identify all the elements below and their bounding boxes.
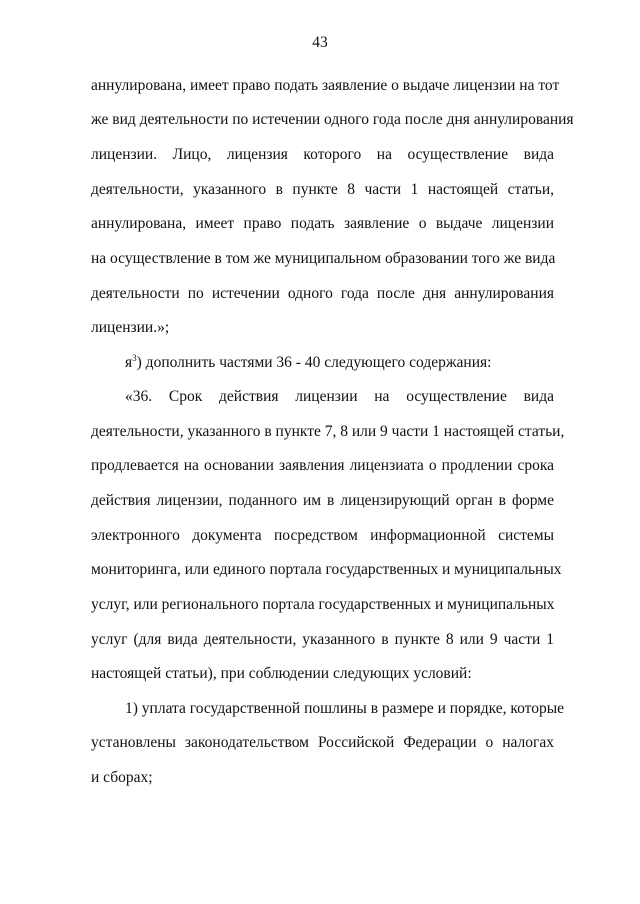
text-line: услуг (для вида деятельности, указанного в пункте 8 или 9 части 1 bbox=[91, 631, 554, 648]
superscript-index: 3 bbox=[132, 353, 137, 363]
text-line: аннулирована, имеет право подать заявление о выдаче лицензии на тот bbox=[91, 77, 560, 94]
text-line: установлены законодательством Российской Федерации о налогах bbox=[91, 734, 554, 751]
text-line: мониторинга, или единого портала государственных и муниципальных bbox=[91, 561, 562, 578]
list-letter: я bbox=[125, 354, 133, 371]
text-line-content: ) дополнить частями 36 - 40 следующего содержания: bbox=[136, 354, 492, 371]
text-line: действия лицензии, поданного им в лицензирующий орган в форме bbox=[91, 492, 554, 509]
text-line: продлевается на основании заявления лицензиата о продлении срока bbox=[91, 457, 554, 474]
text-line: деятельности, указанного в пункте 7, 8 или 9 части 1 настоящей статьи, bbox=[91, 423, 565, 440]
text-line: же вид деятельности по истечении одного года после дня аннулирования bbox=[91, 111, 574, 128]
page-number: 43 bbox=[312, 34, 328, 51]
text-line: услуг, или регионального портала государственных и муниципальных bbox=[91, 596, 555, 613]
text-line: лицензии. Лицо, лицензия которого на осуществление вида bbox=[91, 146, 554, 163]
text-line: «36. Срок действия лицензии на осуществление вида bbox=[125, 388, 554, 405]
text-line: аннулирована, имеет право подать заявление о выдаче лицензии bbox=[91, 215, 554, 232]
text-line: и сборах; bbox=[91, 769, 153, 786]
text-line: на осуществление в том же муниципальном образовании того же вида bbox=[91, 250, 556, 267]
text-line bbox=[125, 352, 491, 374]
text-line: 1) уплата государственной пошлины в размере и порядке, которые bbox=[125, 700, 565, 717]
text-line: настоящей статьи), при соблюдении следующих условий: bbox=[91, 665, 472, 682]
text-line: электронного документа посредством информационной системы bbox=[91, 527, 554, 544]
text-line: деятельности, указанного в пункте 8 части 1 настоящей статьи, bbox=[91, 181, 554, 198]
text-line: лицензии.»; bbox=[91, 319, 170, 336]
text-line: деятельности по истечении одного года после дня аннулирования bbox=[91, 285, 554, 302]
